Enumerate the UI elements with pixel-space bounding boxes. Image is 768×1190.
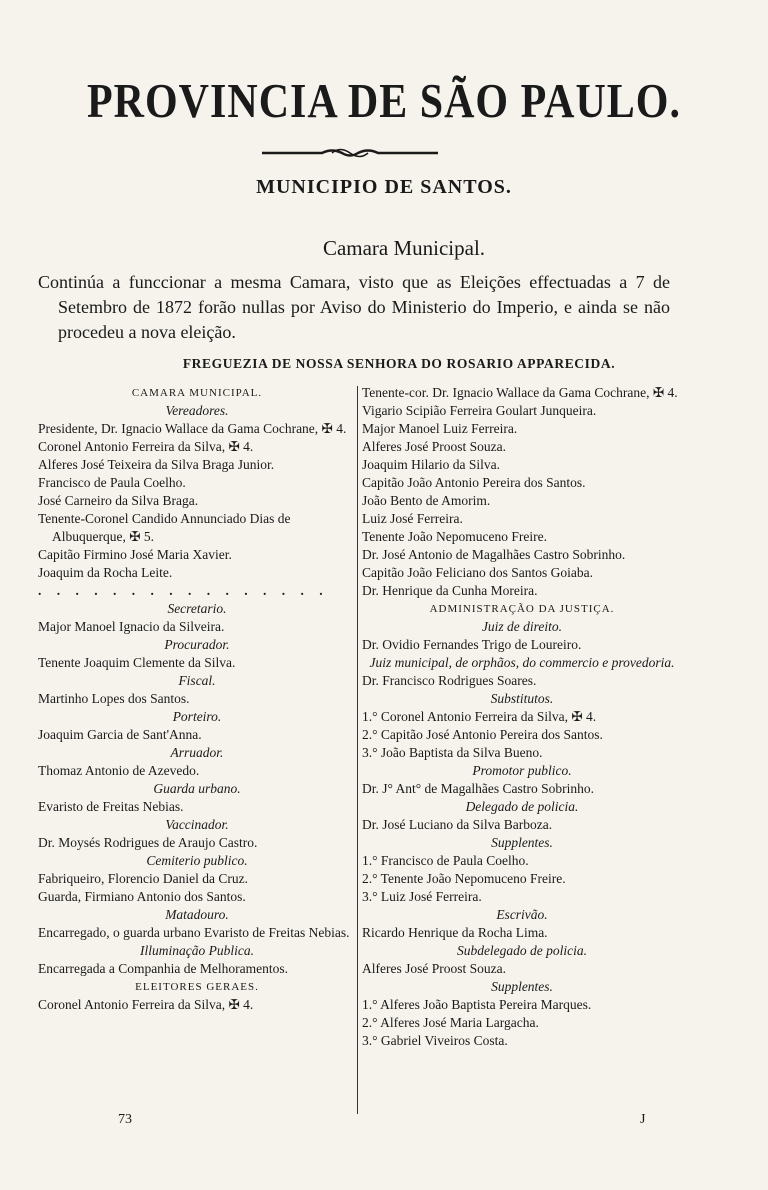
column-entry: Major Manoel Ignacio da Silveira.: [38, 619, 225, 634]
column-entry: 2.° Tenente João Nepomuceno Freire.: [362, 871, 566, 886]
column-subheading: Vereadores.: [165, 403, 229, 418]
column-entry: Dr. Moysés Rodrigues de Araujo Castro.: [38, 835, 258, 850]
right-column: [362, 384, 682, 1050]
column-entry: Encarregado, o guarda urbano Evaristo de Freitas Nebias.: [38, 925, 350, 940]
column-subheading: Promotor publico.: [472, 763, 572, 778]
left-column: [38, 384, 356, 1014]
column-subheading: Substitutos.: [490, 691, 554, 706]
column-entry: Major Manoel Luiz Ferreira.: [362, 421, 518, 436]
column-subheading: Porteiro.: [172, 709, 222, 724]
page-number: 73: [118, 1112, 132, 1127]
column-subheading: Escrivão.: [496, 907, 548, 922]
column-entry: Vigario Scipião Ferreira Goulart Junqueira.: [362, 403, 597, 418]
parish-heading: FREGUEZIA DE NOSSA SENHORA DO ROSARIO APPARECIDA.: [182, 356, 616, 371]
municipality-heading: MUNICIPIO DE SANTOS.: [256, 176, 512, 198]
column-entry: José Carneiro da Silva Braga.: [38, 493, 199, 508]
column-entry: Dr. J° Ant° de Magalhães Castro Sobrinho.: [362, 781, 595, 796]
column-subheading: Arruador.: [170, 745, 224, 760]
column-entry: Capitão João Antonio Pereira dos Santos.: [362, 475, 586, 490]
intro-paragraph: [38, 270, 670, 345]
column-entry: Joaquim Hilario da Silva.: [362, 457, 500, 472]
column-entry: Luiz José Ferreira.: [362, 511, 463, 526]
column-entry: Dr. José Luciano da Silva Barboza.: [362, 817, 553, 832]
column-subheading: Matadouro.: [165, 907, 229, 922]
column-entry: Capitão João Feliciano dos Santos Goiaba.: [362, 565, 593, 580]
column-entry: Ricardo Henrique da Rocha Lima.: [362, 925, 548, 940]
column-entry: Dr. Ovidio Fernandes Trigo de Loureiro.: [362, 637, 582, 652]
column-entry: Alferes José Proost Souza.: [362, 439, 506, 454]
column-entry: Tenente João Nepomuceno Freire.: [362, 529, 547, 544]
column-entry: João Bento de Amorim.: [362, 493, 491, 508]
column-subheading: ELEITORES GERAES.: [135, 981, 259, 993]
column-divider: [357, 386, 358, 1114]
column-subheading: Delegado de policia.: [465, 799, 579, 814]
column-entry: Martinho Lopes dos Santos.: [38, 691, 190, 706]
column-entry: 1.° Coronel Antonio Ferreira da Silva, ✠ 4.: [362, 709, 597, 724]
column-entry: 2.° Alferes José Maria Largacha.: [362, 1015, 539, 1030]
column-entry: Coronel Antonio Ferreira da Silva, ✠ 4.: [38, 439, 254, 454]
column-entry: 1.° Francisco de Paula Coelho.: [362, 853, 529, 868]
column-entry: . . . . . . . . . . . . . . . .: [38, 583, 329, 598]
column-entry: Fabriqueiro, Florencio Daniel da Cruz.: [38, 871, 248, 886]
column-entry: Joaquim Garcia de Sant'Anna.: [38, 727, 202, 742]
column-entry: Alferes José Teixeira da Silva Braga Junior.: [38, 457, 275, 472]
column-subheading: ADMINISTRAÇÃO DA JUSTIÇA.: [429, 603, 615, 615]
column-subheading: Supplentes.: [491, 835, 553, 850]
column-entry: Tenente-cor. Dr. Ignacio Wallace da Gama Cochrane, ✠ 4.: [362, 385, 678, 400]
column-subheading: Cemiterio publico.: [146, 853, 248, 868]
column-subheading: Juiz de direito.: [481, 619, 563, 634]
column-entry: Thomaz Antonio de Azevedo.: [38, 763, 200, 778]
column-entry: Presidente, Dr. Ignacio Wallace da Gama Cochrane, ✠ 4.: [38, 421, 347, 436]
column-subheading: Secretario.: [167, 601, 227, 616]
column-entry: Tenente-Coronel Candido Annunciado Dias de Albuquerque, ✠ 5.: [38, 511, 291, 544]
column-subheading: Juiz municipal, de orphãos, do commercio e provedoria.: [369, 655, 675, 670]
column-subheading: Vaccinador.: [165, 817, 229, 832]
column-entry: 3.° Luiz José Ferreira.: [362, 889, 482, 904]
signature-mark: J: [640, 1112, 646, 1127]
column-entry: Tenente Joaquim Clemente da Silva.: [38, 655, 236, 670]
column-entry: Dr. Henrique da Cunha Moreira.: [362, 583, 538, 598]
column-subheading: Procurador.: [164, 637, 230, 652]
column-entry: Evaristo de Freitas Nebias.: [38, 799, 184, 814]
ornamental-rule: [262, 146, 438, 160]
section-title: Camara Municipal.: [322, 236, 486, 260]
column-subheading: CAMARA MUNICIPAL.: [131, 387, 263, 399]
column-entry: Joaquim da Rocha Leite.: [38, 565, 173, 580]
column-entry: Encarregada a Companhia de Melhoramentos.: [38, 961, 289, 976]
column-entry: Francisco de Paula Coelho.: [38, 475, 186, 490]
column-entry: Dr. José Antonio de Magalhães Castro Sobrinho.: [362, 547, 626, 562]
column-entry: Coronel Antonio Ferreira da Silva, ✠ 4.: [38, 997, 254, 1012]
page-title: PROVINCIA DE SÃO PAULO.: [87, 75, 681, 129]
column-subheading: Subdelegado de policia.: [456, 943, 588, 958]
column-entry: 3.° Gabriel Viveiros Costa.: [362, 1033, 508, 1048]
column-subheading: Illuminação Publica.: [140, 943, 254, 958]
column-subheading: Supplentes.: [491, 979, 553, 994]
column-entry: 3.° João Baptista da Silva Bueno.: [362, 745, 543, 760]
column-subheading: Fiscal.: [178, 673, 216, 688]
column-entry: Alferes José Proost Souza.: [362, 961, 506, 976]
column-entry: Guarda, Firmiano Antonio dos Santos.: [38, 889, 246, 904]
column-entry: Capitão Firmino José Maria Xavier.: [38, 547, 232, 562]
column-subheading: Guarda urbano.: [153, 781, 241, 796]
column-entry: Dr. Francisco Rodrigues Soares.: [362, 673, 537, 688]
column-entry: 1.° Alferes João Baptista Pereira Marques.: [362, 997, 592, 1012]
column-entry: 2.° Capitão José Antonio Pereira dos Santos.: [362, 727, 603, 742]
intro-text: Continúa a funccionar a mesma Camara, visto que as Eleições effectuadas a 7 de Setembro de 1872 forão nullas por Aviso do Ministerio do Imperio, e ainda se não procedeu a nova eleição.: [38, 272, 670, 342]
